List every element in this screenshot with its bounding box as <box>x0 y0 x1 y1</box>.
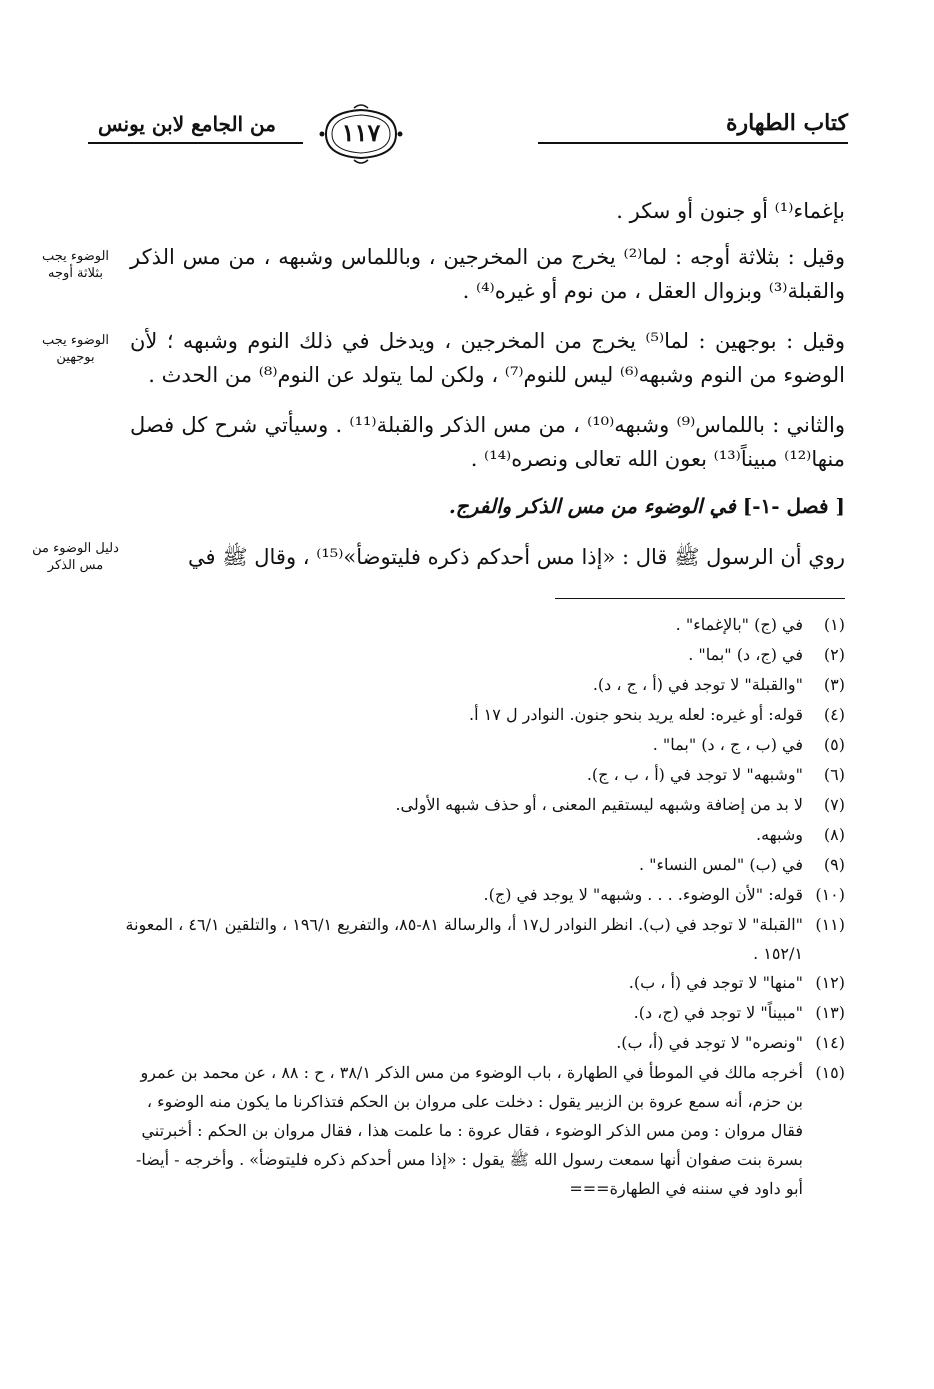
footnote-number: (١١) <box>815 915 845 934</box>
footnote-text: "وشبهه" لا توجد في (أ ، ب ، ج). <box>586 765 803 784</box>
footnotes <box>120 610 845 1203</box>
footnote-text: أخرجه مالك في الموطأ في الطهارة ، باب الوضوء من مس الذكر ٣٨/١ ، ح : ٨٨ ، عن محمد بن عمرو بن حزم، أنه سمع عروة بن الزبير يقول : دخلت على مروان بن الحكم فتذاكرنا ما يكون منه الوضوء ، فقال مروان : ومن مس الذكر الوضوء ، فقال عروة : ما علمت هذا ، فقال مروان بن الحكم : أخبرتني بسرة بنت صفوان أنها سمعت رسول الله ﷺ يقول : «إذا مس أحدكم ذكره فليتوضأ» . وأخرجه - أيضا- أبو داود في سننه في الطهارة=== <box>136 1063 803 1198</box>
footnote <box>120 730 845 760</box>
paragraph-5 <box>130 540 845 574</box>
header-rule-left <box>88 142 303 144</box>
paragraph-2 <box>130 240 845 308</box>
footnote-text: "القبلة" لا توجد في (ب). انظر النوادر ل١٧ أ، والرسالة ٨١-٨٥، والتفريع ١٩٦/١ ، والتلقين ٤٦/١ ، المعونة ١٥٢/١ . <box>125 915 803 963</box>
footnote-number: (٦) <box>823 765 845 784</box>
section-number: [ فصل -١-] <box>742 494 845 518</box>
paragraph-text: روي أن الرسول ﷺ قال : «إذا مس أحدكم ذكره فليتوضأ»⁽¹⁵⁾ ، وقال ﷺ في <box>187 545 845 569</box>
margin-note: الوضوء يجب بوجهين <box>41 333 110 365</box>
footnote <box>120 790 845 820</box>
paragraph-1 <box>130 194 845 228</box>
footnote-number: (١٣) <box>815 1003 845 1022</box>
footnote-text: في (ب ، ج ، د) "بما" . <box>652 735 803 754</box>
footnote-number: (١٥) <box>815 1063 845 1082</box>
footnote <box>120 670 845 700</box>
running-head-section: كتاب الطهارة <box>725 110 848 136</box>
paragraph-text: وقيل : بثلاثة أوجه : لما⁽²⁾ يخرج من المخرجين ، وباللماس وشبهه ، من مس الذكر والقبلة⁽³⁾ وبزوال العقل ، من نوم أو غيره⁽⁴⁾ . <box>130 245 845 303</box>
footnote-number: (٥) <box>823 735 845 754</box>
footnote <box>120 880 845 910</box>
footnote-number: (٣) <box>823 675 845 694</box>
page-header <box>88 98 848 168</box>
page-number: ١١٧ <box>341 118 381 147</box>
footnote-text: "منها" لا توجد في (أ ، ب). <box>628 973 803 992</box>
footnote <box>120 910 845 968</box>
ornamental-frame-icon <box>316 104 406 164</box>
paragraph-text: وقيل : بوجهين : لما⁽⁵⁾ يخرج من المخرجين ، ويدخل في ذلك النوم وشبهه ؛ لأن الوضوء من النوم وشبهه⁽⁶⁾ ليس للنوم⁽⁷⁾ ، ولكن لما يتولد عن النوم⁽⁸⁾ من الحدث . <box>130 329 845 387</box>
paragraph-text: والثاني : باللماس⁽⁹⁾ وشبهه⁽¹⁰⁾ ، من مس الذكر والقبلة⁽¹¹⁾ . وسيأتي شرح كل فصل منها⁽¹²⁾ مبيناً⁽¹³⁾ بعون الله تعالى ونصره⁽¹⁴⁾ . <box>130 413 845 471</box>
footnote <box>120 640 845 670</box>
footnote <box>120 850 845 880</box>
footnote <box>120 610 845 640</box>
footnote-text: لا بد من إضافة وشبهه ليستقيم المعنى ، أو حذف شبهه الأولى. <box>395 795 803 814</box>
footnote-text: "ونصره" لا توجد في (أ، ب). <box>616 1033 803 1052</box>
footnote-number: (١٢) <box>815 973 845 992</box>
header-rule-right <box>538 142 848 144</box>
footnote <box>120 760 845 790</box>
footnote <box>120 1028 845 1058</box>
footnote-text: قوله: "لأن الوضوء. . . . وشبهه" لا يوجد في (ج). <box>483 885 803 904</box>
footnote-number: (٨) <box>823 825 845 844</box>
footnote <box>120 1058 845 1203</box>
footnote-text: في (ب) "لمس النساء" . <box>638 855 803 874</box>
running-head-title: من الجامع لابن يونس <box>98 112 276 136</box>
paragraph-text: بإغماء⁽¹⁾ أو جنون أو سكر . <box>616 199 845 223</box>
section-title: في الوضوء من مس الذكر والفرج. <box>448 494 736 518</box>
footnote-text: في (ج، د) "بما" . <box>688 645 803 664</box>
footnote-number: (١) <box>823 615 845 634</box>
footnote-number: (٧) <box>823 795 845 814</box>
footnote <box>120 820 845 850</box>
paragraph-4 <box>130 408 845 476</box>
margin-note: دليل الوضوء من مس الذكر <box>32 541 119 573</box>
paragraph-3 <box>130 324 845 392</box>
footnote-number: (١٠) <box>815 885 845 904</box>
footnote-number: (٤) <box>823 705 845 724</box>
footnote-separator <box>555 598 845 599</box>
footnote <box>120 700 845 730</box>
footnote-number: (٢) <box>823 645 845 664</box>
footnote <box>120 998 845 1028</box>
footnote-text: "مبيناً" لا توجد في (ج، د). <box>633 1003 803 1022</box>
footnote-number: (١٤) <box>815 1033 845 1052</box>
section-heading <box>130 494 845 518</box>
footnote-text: "والقبلة" لا توجد في (أ ، ج ، د). <box>592 675 803 694</box>
footnote-text: قوله: أو غيره: لعله يريد بنحو جنون. النوادر ل ١٧ أ. <box>469 705 803 724</box>
footnote-number: (٩) <box>823 855 845 874</box>
footnote <box>120 968 845 998</box>
margin-note: الوضوء يجب بثلاثة أوجه <box>41 249 110 281</box>
footnote-text: في (ج) "بالإغماء" . <box>675 615 803 634</box>
footnote-text: وشبهه. <box>756 825 803 844</box>
